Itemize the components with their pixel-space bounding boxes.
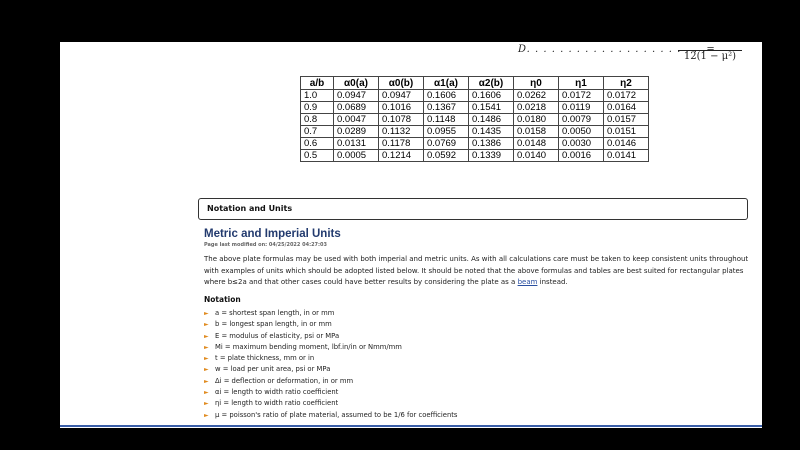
table-cell: 0.0947	[379, 90, 424, 102]
arrow-right-icon: ►	[204, 343, 209, 351]
list-item: ► Mi = maximum bending moment, lbf.in/in or Nmm/mm	[204, 342, 457, 353]
footer-divider	[60, 425, 762, 427]
table-cell: 1.0	[301, 90, 334, 102]
column-header: η1	[559, 77, 604, 90]
table-cell: 0.1178	[379, 138, 424, 150]
fraction-denominator: 12(1 − μ²)	[683, 51, 737, 62]
table-cell: 0.0689	[334, 102, 379, 114]
table-row	[301, 114, 649, 126]
section-title: Metric and Imperial Units	[204, 228, 341, 240]
arrow-right-icon: ►	[204, 377, 209, 385]
list-item: ► Δi = deflection or deformation, in or mm	[204, 376, 457, 387]
table-cell: 0.8	[301, 114, 334, 126]
table-cell: 0.0158	[514, 126, 559, 138]
table-cell: 0.0955	[424, 126, 469, 138]
paragraph-text-end: instead.	[537, 278, 568, 286]
table-cell: 0.0016	[559, 150, 604, 162]
arrow-right-icon: ►	[204, 389, 209, 397]
table-cell: 0.1132	[379, 126, 424, 138]
flexural-rigidity-formula: D. . . . . . . . . . . . . . . . . . . . . .=	[518, 44, 716, 55]
table-cell: 0.0050	[559, 126, 604, 138]
list-item: ► E = modulus of elasticity, psi or MPa	[204, 331, 457, 342]
table-cell: 0.0157	[604, 114, 649, 126]
table-cell: 0.5	[301, 150, 334, 162]
list-item: ► ηi = length to width ratio coefficient	[204, 398, 457, 409]
table-cell: 0.0079	[559, 114, 604, 126]
arrow-right-icon: ►	[204, 321, 209, 329]
notation-and-units-label: Notation and Units	[207, 204, 293, 213]
table-row	[301, 150, 649, 162]
table-row	[301, 102, 649, 114]
arrow-right-icon: ►	[204, 355, 209, 363]
table-cell: 0.0769	[424, 138, 469, 150]
table-cell: 0.0131	[334, 138, 379, 150]
notation-list	[204, 308, 457, 421]
table-cell: 0.0119	[559, 102, 604, 114]
table-cell: 0.0164	[604, 102, 649, 114]
paragraph-text: The above plate formulas may be used with both imperial and metric units. As with all calculations care must be taken to keep consistent units throughout with examples of units which should be adopted listed below. It should be noted that the above formulas and tables are best suited for rectangular plates where b≤2a and that other cases could have better results by considering the plate as a	[204, 255, 749, 286]
table-cell: 0.1016	[379, 102, 424, 114]
arrow-right-icon: ►	[204, 332, 209, 340]
table-cell: 0.1606	[424, 90, 469, 102]
fraction-numerator	[678, 42, 742, 51]
table-cell: 0.0262	[514, 90, 559, 102]
table-cell: 0.1339	[469, 150, 514, 162]
document-page	[60, 42, 762, 428]
table-cell: 0.6	[301, 138, 334, 150]
table-cell: 0.0141	[604, 150, 649, 162]
table-cell: 0.1386	[469, 138, 514, 150]
column-header: α0(a)	[334, 77, 379, 90]
table-cell: 0.0151	[604, 126, 649, 138]
table-cell: 0.1214	[379, 150, 424, 162]
column-header: α2(b)	[469, 77, 514, 90]
table-cell: 0.1367	[424, 102, 469, 114]
list-item: ► t = plate thickness, mm or in	[204, 353, 457, 364]
list-item: ► a = shortest span length, in or mm	[204, 308, 457, 319]
table-cell: 0.1606	[469, 90, 514, 102]
table-cell: 0.0289	[334, 126, 379, 138]
table-cell: 0.1435	[469, 126, 514, 138]
table-cell: 0.0030	[559, 138, 604, 150]
table-cell: 0.1541	[469, 102, 514, 114]
notation-heading: Notation	[204, 295, 241, 304]
arrow-right-icon: ►	[204, 310, 209, 317]
table-cell: 0.7	[301, 126, 334, 138]
units-paragraph	[204, 254, 756, 289]
last-modified-text: Page last modified on: 04/25/2022 04:27:03	[204, 242, 327, 248]
table-cell: 0.0146	[604, 138, 649, 150]
column-header: α0(b)	[379, 77, 424, 90]
table-cell: 0.1486	[469, 114, 514, 126]
table-cell: 0.0005	[334, 150, 379, 162]
table-cell: 0.0172	[559, 90, 604, 102]
arrow-right-icon: ►	[204, 366, 209, 374]
table-cell: 0.9	[301, 102, 334, 114]
table-row	[301, 126, 649, 138]
table-cell: 0.1148	[424, 114, 469, 126]
coefficient-table	[300, 76, 649, 162]
column-header: a/b	[301, 77, 334, 90]
column-header: η2	[604, 77, 649, 90]
table-cell: 0.0172	[604, 90, 649, 102]
table-cell: 0.0047	[334, 114, 379, 126]
table-header-row	[301, 77, 649, 90]
table-row	[301, 90, 649, 102]
table-cell: 0.0148	[514, 138, 559, 150]
list-item: ► αi = length to width ratio coefficient	[204, 387, 457, 398]
column-header: α1(a)	[424, 77, 469, 90]
list-item: ► b = longest span length, in or mm	[204, 319, 457, 330]
column-header: η0	[514, 77, 559, 90]
formula-fraction	[678, 42, 742, 62]
table-cell: 0.0180	[514, 114, 559, 126]
table-cell: 0.0218	[514, 102, 559, 114]
table-row	[301, 138, 649, 150]
list-item: ► w = load per unit area, psi or MPa	[204, 364, 457, 375]
beam-link[interactable]: beam	[517, 278, 538, 286]
arrow-right-icon: ►	[204, 411, 209, 419]
table-cell: 0.0592	[424, 150, 469, 162]
table-cell: 0.1078	[379, 114, 424, 126]
table-cell: 0.0140	[514, 150, 559, 162]
arrow-right-icon: ►	[204, 400, 209, 408]
list-item: ► μ = poisson's ratio of plate material, assumed to be 1/6 for coefficients	[204, 410, 457, 421]
notation-and-units-heading-box[interactable]	[198, 198, 748, 220]
table-cell: 0.0947	[334, 90, 379, 102]
